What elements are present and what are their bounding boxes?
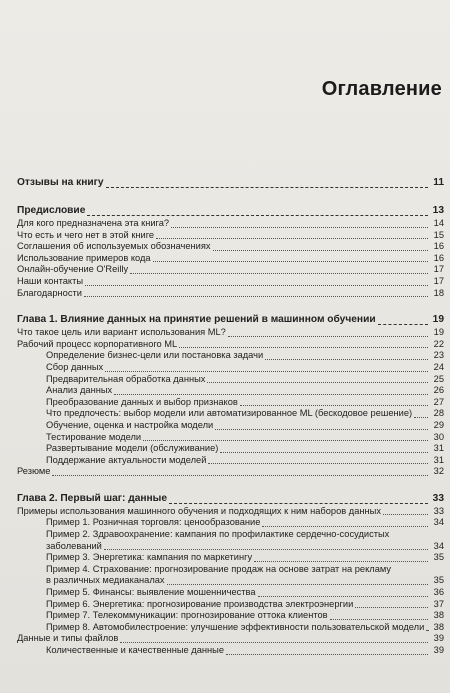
toc-entry[interactable]: [17, 230, 444, 242]
toc-subentry[interactable]: [17, 362, 444, 374]
toc-subentry[interactable]: [17, 645, 444, 657]
toc-page-number: 34: [433, 540, 444, 551]
toc-page-number: 38: [433, 610, 444, 621]
toc-entry-label: Тестирование модели: [46, 431, 142, 442]
dot-leader: [330, 611, 428, 620]
toc-page-number: 29: [433, 419, 444, 430]
toc-page-number: 22: [433, 338, 444, 349]
toc-page-number: 34: [433, 517, 444, 528]
dot-leader: [167, 576, 428, 585]
toc-section-heading[interactable]: [17, 175, 444, 190]
toc-entry[interactable]: [17, 276, 444, 288]
dot-leader: [240, 397, 428, 406]
toc-page-number: 31: [433, 443, 444, 454]
toc-page-number: 13: [432, 205, 444, 216]
toc-subentry[interactable]: [17, 350, 444, 362]
toc-entry[interactable]: [17, 327, 444, 339]
toc-entry-label: Пример 2. Здравоохранение: кампания по профилактике сердечно-сосудистых: [46, 529, 390, 540]
toc-entry-label: Определение бизнес-цели или постановка задачи: [46, 350, 264, 361]
toc-subentry[interactable]: [17, 455, 444, 467]
toc-entry-label: Глава 1. Влияние данных на принятие решений в машинном обучении: [17, 314, 376, 326]
toc-entry-label: Поддержание актуальности моделей: [46, 454, 207, 465]
toc-subentry[interactable]: [17, 552, 444, 564]
toc-page-number: 28: [433, 408, 444, 419]
page-title: Оглавление: [321, 78, 442, 100]
toc-page-number: 23: [433, 350, 444, 361]
toc-subentry[interactable]: [17, 397, 444, 409]
toc-entry-label: Что такое цель или вариант использования ML?: [17, 327, 226, 338]
toc-entry-label: Обучение, оценка и настройка модели: [46, 419, 214, 430]
toc-entry[interactable]: [17, 241, 444, 253]
toc-subentry-continuation[interactable]: [17, 575, 444, 587]
toc-entry-label: Сбор данных: [46, 361, 104, 372]
toc-page-number: 15: [433, 229, 444, 240]
toc-page-number: 31: [433, 454, 444, 465]
toc-page-number: 39: [433, 633, 444, 644]
dot-leader: [265, 351, 428, 360]
dot-leader: [114, 386, 428, 395]
toc-entry-label: Пример 1. Розничная торговля: ценообразование: [46, 517, 261, 528]
dot-leader: [383, 506, 428, 515]
toc-page-number: 16: [433, 241, 444, 252]
toc-subentry[interactable]: [17, 408, 444, 420]
dot-leader: [258, 588, 428, 597]
dot-leader: [254, 553, 428, 562]
toc-subentry[interactable]: [17, 564, 444, 576]
toc-page-number: 16: [433, 252, 444, 263]
toc-subentry[interactable]: [17, 420, 444, 432]
dot-leader: [426, 622, 428, 631]
dot-leader: [130, 265, 428, 274]
toc-entry-label: Примеры использования машинного обучения и подходящих к ним наборов данных: [17, 505, 381, 516]
dot-leader: [226, 646, 428, 655]
toc-entry-label: Что предпочесть: выбор модели или автоматизированное ML (бескодовое решение): [46, 408, 413, 419]
dot-leader: [52, 467, 428, 476]
toc-entry[interactable]: [17, 218, 444, 230]
toc-entry-label: Благодарности: [17, 287, 82, 298]
toc-entry-label: Пример 8. Автомобилестроение: улучшение эффективности пользовательской модели: [46, 621, 425, 632]
toc-entry[interactable]: [17, 466, 444, 478]
dot-leader: [208, 455, 428, 464]
toc-entry-label: в различных медиаканалах: [46, 575, 165, 586]
toc-entry-label: Соглашения об используемых обозначениях: [17, 241, 211, 252]
toc-entry-label: Онлайн-обучение O'Reilly: [17, 264, 129, 275]
toc-page-number: 35: [433, 552, 444, 563]
dot-leader: [120, 634, 428, 643]
dot-leader: [104, 541, 428, 550]
toc-entry-label: Пример 4. Страхование: прогнозирование продаж на основе затрат на рекламу: [46, 563, 392, 574]
dot-leader: [169, 495, 428, 504]
dot-leader: [84, 288, 428, 297]
dot-leader: [105, 363, 428, 372]
dot-leader: [355, 599, 428, 608]
toc-entry-label: Количественные и качественные данные: [46, 645, 224, 655]
dot-leader: [220, 444, 428, 453]
toc-subentry[interactable]: [17, 529, 444, 541]
toc-entry-label: Пример 6. Энергетика: прогнозирование производства электроэнергии: [46, 598, 354, 609]
toc-entry[interactable]: [17, 339, 444, 351]
toc-subentry[interactable]: [17, 432, 444, 444]
dot-leader: [153, 253, 428, 262]
toc-page-number: 14: [433, 218, 444, 228]
toc-page-number: 33: [432, 492, 444, 504]
dot-leader: [156, 230, 428, 239]
toc-subentry[interactable]: [17, 622, 444, 634]
toc-entry-label: Глава 2. Первый шаг: данные: [17, 492, 168, 504]
toc-subentry[interactable]: [17, 599, 444, 611]
toc-entry-label: Пример 7. Телекоммуникации: прогнозирование оттока клиентов: [46, 610, 328, 621]
toc-page-number: 36: [433, 587, 444, 598]
toc-entry-label: Развертывание модели (обслуживание): [46, 443, 219, 454]
dot-leader: [179, 339, 428, 348]
toc-page-number: 27: [433, 396, 444, 407]
toc-entry-label: Пример 3. Энергетика: кампания по маркетингу: [46, 552, 253, 563]
toc-page-number: 35: [433, 575, 444, 586]
toc-page-number: 19: [432, 314, 444, 326]
toc-page-number: 18: [433, 287, 444, 298]
toc-entry-label: Наши контакты: [17, 275, 84, 286]
dot-leader: [378, 316, 428, 325]
toc-page-number: 25: [433, 373, 444, 384]
toc-entry-label: Рабочий процесс корпоративного ML: [17, 338, 178, 349]
toc-page-number: 11: [433, 177, 444, 188]
toc-entry-label: Анализ данных: [46, 385, 113, 396]
toc-entry-label: Использование примеров кода: [17, 252, 151, 263]
toc-subentry[interactable]: [17, 517, 444, 529]
toc-entry[interactable]: [17, 264, 444, 276]
toc-entry-label: Для кого предназначена эта книга?: [17, 218, 170, 228]
section-gap: [17, 190, 444, 203]
toc-entry-label: Данные и типы файлов: [17, 633, 119, 644]
toc-page-number: 26: [433, 385, 444, 396]
dot-leader: [106, 179, 428, 188]
section-gap: [17, 478, 444, 491]
toc-entry[interactable]: [17, 288, 444, 300]
toc-section-heading[interactable]: [17, 312, 444, 327]
toc-section-heading[interactable]: [17, 491, 444, 506]
dot-leader: [215, 421, 428, 430]
toc-entry[interactable]: [17, 506, 444, 518]
toc-subentry[interactable]: [17, 385, 444, 397]
toc-page-number: 33: [433, 505, 444, 516]
table-of-contents: [17, 175, 444, 657]
toc-entry[interactable]: [17, 633, 444, 645]
toc-entry-label: Резюме: [17, 466, 51, 477]
toc-entry-label: заболеваний: [46, 540, 102, 551]
toc-subentry[interactable]: [17, 610, 444, 622]
toc-page-number: 17: [433, 264, 444, 275]
dot-leader: [171, 219, 428, 228]
dot-leader: [228, 328, 428, 337]
toc-entry-label: Отзывы на книгу: [17, 177, 104, 188]
toc-subentry-continuation[interactable]: [17, 541, 444, 553]
dot-leader: [207, 374, 428, 383]
toc-page-number: 19: [433, 327, 444, 338]
toc-subentry[interactable]: [17, 587, 444, 599]
toc-entry[interactable]: [17, 253, 444, 265]
dot-leader: [414, 409, 428, 418]
toc-section-heading[interactable]: [17, 203, 444, 218]
dot-leader: [85, 277, 428, 286]
toc-page-number: 37: [433, 598, 444, 609]
toc-page-number: 17: [433, 275, 444, 286]
toc-page-number: 32: [433, 466, 444, 477]
toc-page-number: 38: [433, 621, 444, 632]
toc-page-number: 24: [433, 361, 444, 372]
toc-subentry[interactable]: [17, 374, 444, 386]
toc-page-number: 39: [433, 645, 444, 655]
dot-leader: [87, 207, 428, 216]
toc-entry-label: Предисловие: [17, 205, 86, 216]
section-gap: [17, 299, 444, 312]
dot-leader: [262, 518, 428, 527]
toc-entry-label: Преобразование данных и выбор признаков: [46, 396, 238, 407]
toc-entry-label: Пример 5. Финансы: выявление мошенничества: [46, 587, 256, 598]
toc-entry-label: Предварительная обработка данных: [46, 373, 206, 384]
dot-leader: [213, 242, 428, 251]
toc-subentry[interactable]: [17, 443, 444, 455]
toc-entry-label: Что есть и чего нет в этой книге: [17, 229, 155, 240]
toc-page-number: 30: [433, 431, 444, 442]
dot-leader: [143, 432, 428, 441]
